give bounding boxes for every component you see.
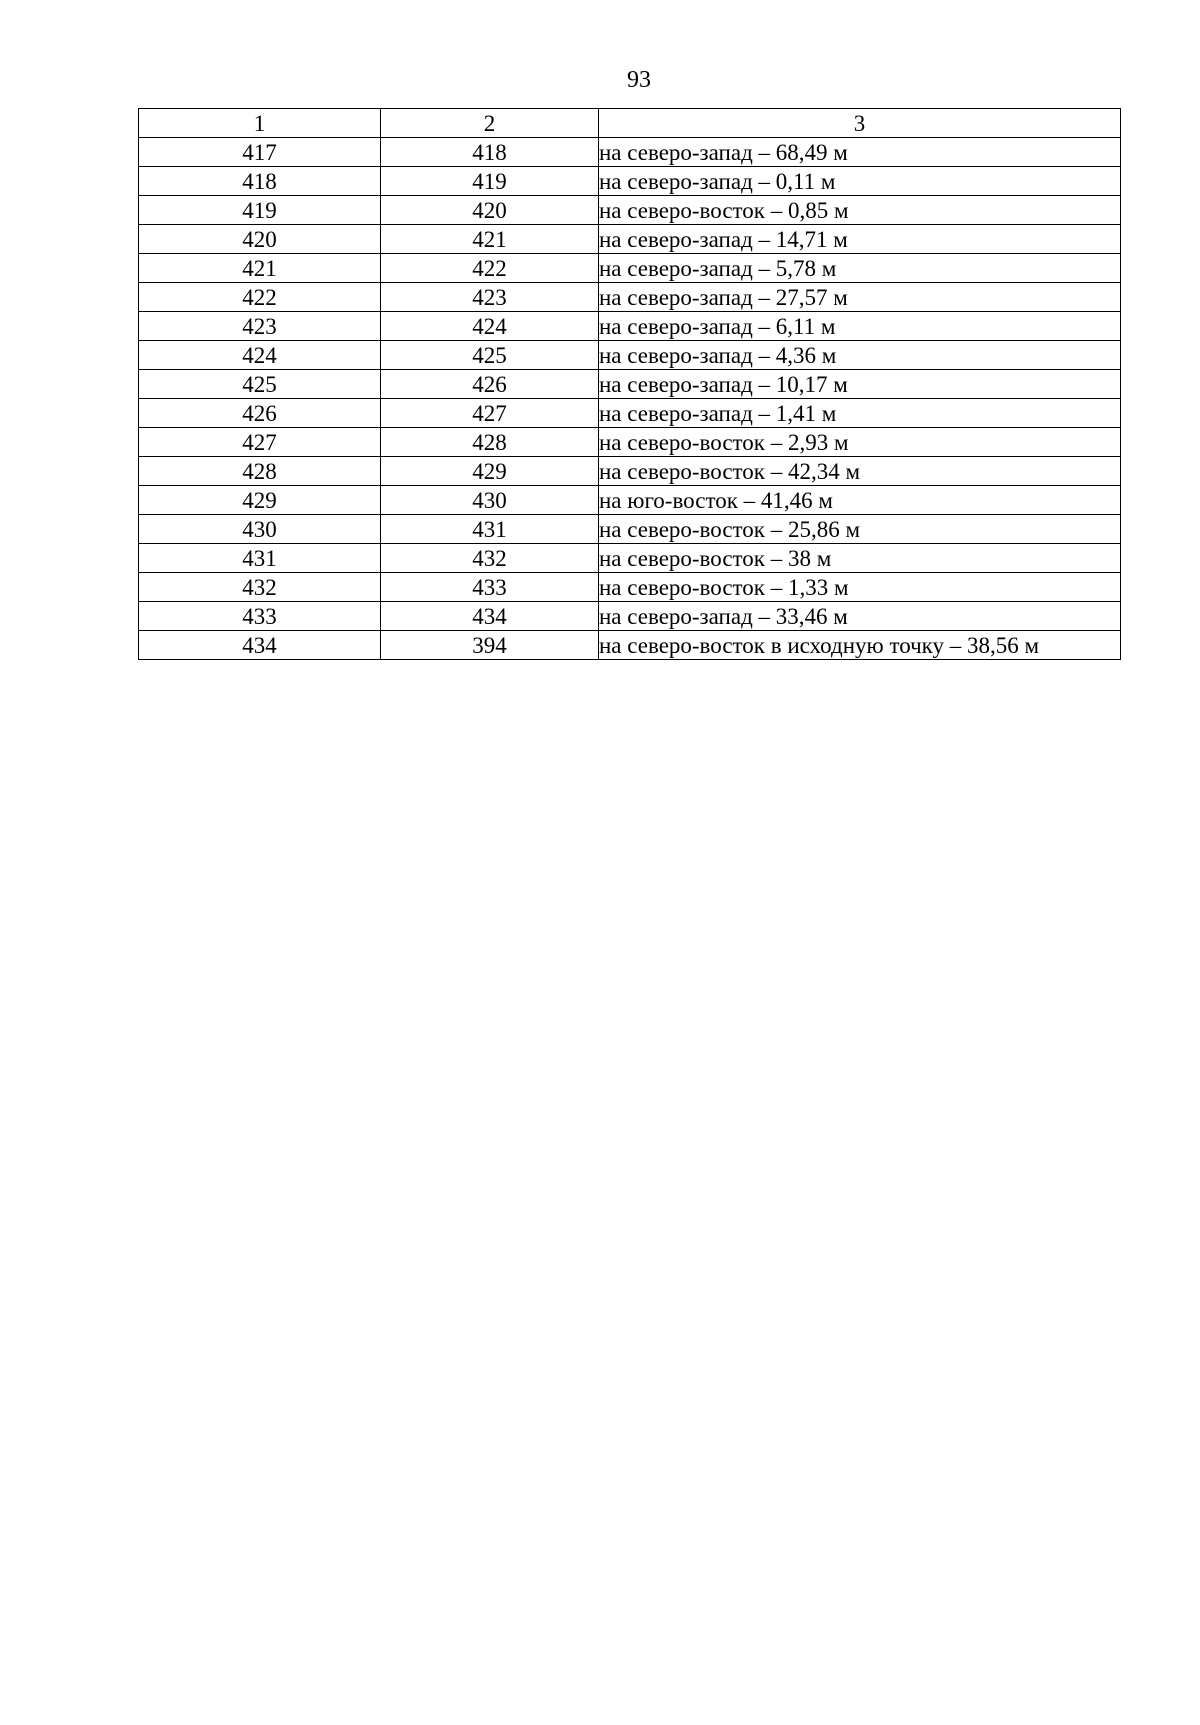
- table-row: [139, 399, 1121, 428]
- from-point-cell: 421: [139, 254, 381, 283]
- to-point-cell: 419: [381, 167, 599, 196]
- direction-cell: на северо-восток – 38 м: [599, 544, 1121, 573]
- direction-cell: на северо-восток в исходную точку – 38,56 м: [599, 631, 1121, 660]
- table-row: [139, 515, 1121, 544]
- direction-cell: на северо-запад – 6,11 м: [599, 312, 1121, 341]
- table-row: [139, 254, 1121, 283]
- table-row: [139, 631, 1121, 660]
- table-row: [139, 428, 1121, 457]
- table-row: [139, 544, 1121, 573]
- to-point-cell: 422: [381, 254, 599, 283]
- direction-cell: на северо-запад – 5,78 м: [599, 254, 1121, 283]
- from-point-cell: 433: [139, 602, 381, 631]
- from-point-cell: 432: [139, 573, 381, 602]
- to-point-cell: 427: [381, 399, 599, 428]
- table-header-row: [139, 109, 1121, 138]
- from-point-cell: 423: [139, 312, 381, 341]
- to-point-cell: 420: [381, 196, 599, 225]
- to-point-cell: 434: [381, 602, 599, 631]
- direction-cell: на северо-восток – 2,93 м: [599, 428, 1121, 457]
- page-number: 93: [627, 67, 651, 93]
- table-row: [139, 167, 1121, 196]
- table-row: [139, 312, 1121, 341]
- to-point-cell: 429: [381, 457, 599, 486]
- table-row: [139, 370, 1121, 399]
- table-row: [139, 486, 1121, 515]
- direction-cell: на северо-восток – 0,85 м: [599, 196, 1121, 225]
- from-point-cell: 422: [139, 283, 381, 312]
- from-point-cell: 429: [139, 486, 381, 515]
- from-point-cell: 424: [139, 341, 381, 370]
- table-body: [139, 109, 1121, 660]
- from-point-cell: 431: [139, 544, 381, 573]
- header-cell: 1: [139, 109, 381, 138]
- from-point-cell: 420: [139, 225, 381, 254]
- to-point-cell: 430: [381, 486, 599, 515]
- from-point-cell: 419: [139, 196, 381, 225]
- from-point-cell: 428: [139, 457, 381, 486]
- table-row: [139, 602, 1121, 631]
- to-point-cell: 432: [381, 544, 599, 573]
- boundary-table: [138, 108, 1121, 660]
- to-point-cell: 394: [381, 631, 599, 660]
- table-row: [139, 573, 1121, 602]
- direction-cell: на северо-запад – 68,49 м: [599, 138, 1121, 167]
- to-point-cell: 431: [381, 515, 599, 544]
- table-row: [139, 196, 1121, 225]
- to-point-cell: 433: [381, 573, 599, 602]
- direction-cell: на северо-запад – 4,36 м: [599, 341, 1121, 370]
- to-point-cell: 425: [381, 341, 599, 370]
- header-cell: 3: [599, 109, 1121, 138]
- to-point-cell: 423: [381, 283, 599, 312]
- direction-cell: на северо-запад – 10,17 м: [599, 370, 1121, 399]
- direction-cell: на северо-запад – 14,71 м: [599, 225, 1121, 254]
- from-point-cell: 434: [139, 631, 381, 660]
- to-point-cell: 421: [381, 225, 599, 254]
- from-point-cell: 425: [139, 370, 381, 399]
- direction-cell: на северо-запад – 0,11 м: [599, 167, 1121, 196]
- direction-cell: на северо-запад – 1,41 м: [599, 399, 1121, 428]
- direction-cell: на северо-запад – 27,57 м: [599, 283, 1121, 312]
- to-point-cell: 424: [381, 312, 599, 341]
- from-point-cell: 417: [139, 138, 381, 167]
- to-point-cell: 426: [381, 370, 599, 399]
- direction-cell: на северо-восток – 1,33 м: [599, 573, 1121, 602]
- table-row: [139, 457, 1121, 486]
- direction-cell: на юго-восток – 41,46 м: [599, 486, 1121, 515]
- direction-cell: на северо-восток – 42,34 м: [599, 457, 1121, 486]
- direction-cell: на северо-запад – 33,46 м: [599, 602, 1121, 631]
- from-point-cell: 430: [139, 515, 381, 544]
- from-point-cell: 418: [139, 167, 381, 196]
- header-cell: 2: [381, 109, 599, 138]
- from-point-cell: 427: [139, 428, 381, 457]
- direction-cell: на северо-восток – 25,86 м: [599, 515, 1121, 544]
- table-row: [139, 138, 1121, 167]
- to-point-cell: 418: [381, 138, 599, 167]
- from-point-cell: 426: [139, 399, 381, 428]
- to-point-cell: 428: [381, 428, 599, 457]
- table-row: [139, 225, 1121, 254]
- table-row: [139, 283, 1121, 312]
- table-row: [139, 341, 1121, 370]
